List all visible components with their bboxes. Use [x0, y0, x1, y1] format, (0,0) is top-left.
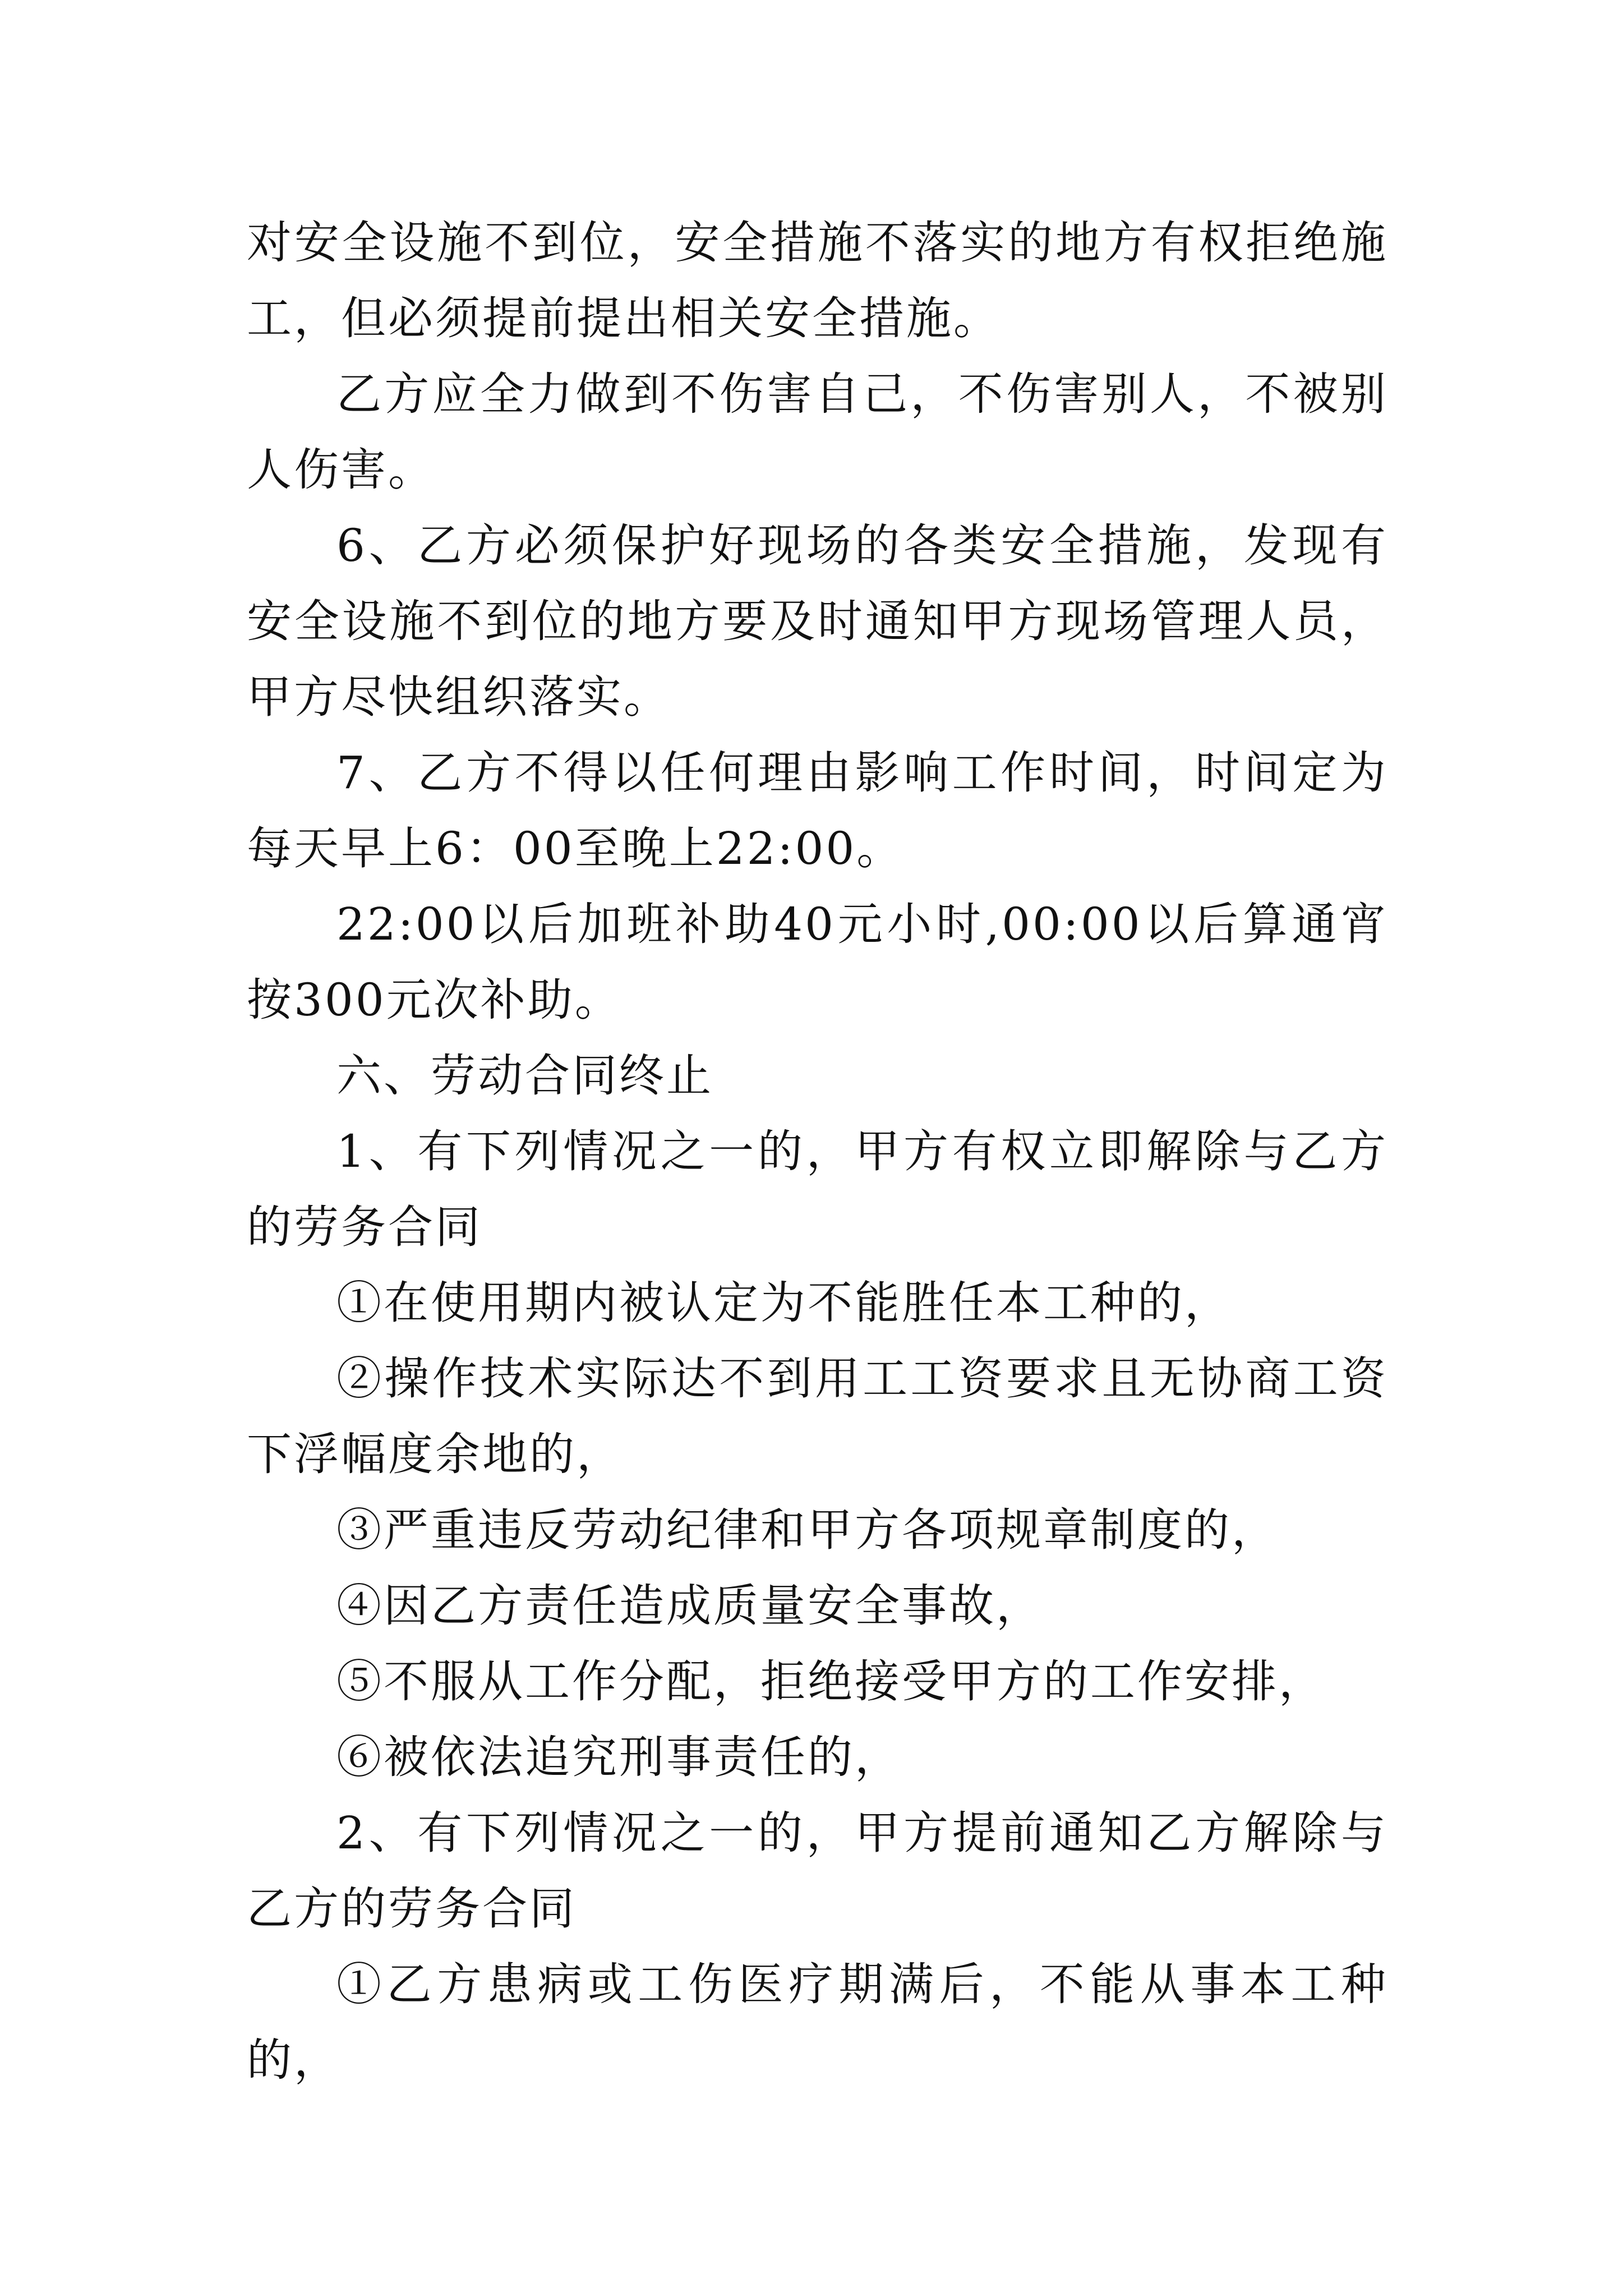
list-item: ②操作技术实际达不到用工工资要求且无协商工资下浮幅度余地的， — [247, 1352, 1388, 1480]
paragraph: 2、有下列情况之一的，甲方提前通知乙方解除与乙方的劳务合同 — [247, 1807, 1388, 1935]
list-item: ⑤不服从工作分配，拒绝接受甲方的工作安排， — [336, 1655, 1326, 1708]
paragraph: 6、乙方必须保护好现场的各类安全措施，发现有安全设施不到位的地方要及时通知甲方现场管理人员，甲方尽快组织落实。 — [247, 519, 1388, 723]
list-item: ③严重违反劳动纪律和甲方各项规章制度的， — [336, 1504, 1279, 1556]
list-item: ④因乙方责任造成质量安全事故， — [336, 1580, 1043, 1632]
document-body — [247, 205, 1388, 2098]
list-item: ⑥被依法追究刑事责任的， — [336, 1731, 902, 1783]
paragraph: 乙方应全力做到不伤害自己，不伤害别人，不被别人伤害。 — [247, 368, 1388, 496]
paragraph: 7、乙方不得以任何理由影响工作时间，时间定为每天早上6：00至晚上22:00。 — [247, 747, 1388, 875]
paragraph: 对安全设施不到位，安全措施不落实的地方有权拒绝施工，但必须提前提出相关安全措施。 — [247, 217, 1388, 344]
list-item: ①乙方患病或工伤医疗期满后，不能从事本工种的， — [247, 1958, 1388, 2086]
paragraph: 22:00以后加班补助40元小时,00:00以后算通宵按300元次补助。 — [247, 898, 1388, 1026]
section-heading: 六、劳动合同终止 — [336, 1050, 713, 1102]
paragraph: 1、有下列情况之一的，甲方有权立即解除与乙方的劳务合同 — [247, 1125, 1388, 1253]
list-item: ①在使用期内被认定为不能胜任本工种的， — [336, 1277, 1232, 1329]
